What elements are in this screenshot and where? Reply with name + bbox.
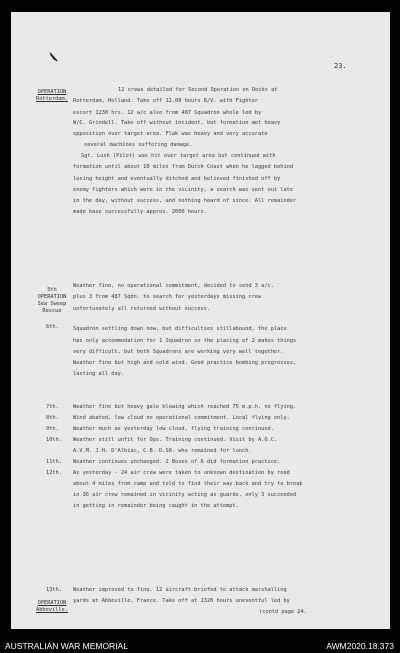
text-line: escort 1230 hrs. 12 a/c also from 487 Squadron whole led by <box>73 110 262 116</box>
entry-date: 7th. <box>46 404 59 410</box>
text-line: Weather much as yesterday low cloud, flying training continued. <box>73 426 274 432</box>
text-line: Weather still unfit for Ops. Training continued. Visit by A.O.C. <box>73 437 278 443</box>
text-line: unfortunately all returned without success. <box>73 306 211 312</box>
heading-sea-sweep-rescue: 5th OPERATION Sea Sweep Rescue <box>37 287 67 314</box>
text-line: several machines suffering damage. <box>84 142 193 148</box>
entry-date: 13th. <box>46 587 62 593</box>
text-line: Weather continues unchanged. 2 Boxes of 6 did formation practice. <box>73 459 281 465</box>
text-line: Sgt. Lush (Pilot) was hit over target area but continued with <box>81 153 276 159</box>
document-page <box>11 12 390 629</box>
text-line: has only accommodation for 1 Squadron so the placing of 2 makes things <box>73 338 297 344</box>
text-line: formation until about 10 miles from Dutch Coast when he lagged behind <box>73 164 294 170</box>
text-line: Weather fine, no operational commitment, decided to send 3 a/c. <box>73 283 274 289</box>
text-line: losing height and eventually ditched and believed finished off by <box>73 176 281 182</box>
text-line: in getting in remainder being caught in the attempt. <box>73 503 239 509</box>
text-line: Rotterdam, Holland. Take off 12.00 hours R/V. with Fighter <box>73 98 258 104</box>
entry-date: 12th. <box>46 470 62 476</box>
heading-operation-abbeville: OPERATION Abbeville. <box>36 600 68 613</box>
pen-mark-icon <box>49 52 58 63</box>
text-line: As yesterday - 24 air crew were taken to unknown destination by road <box>73 470 290 476</box>
text-line: enemy fighters which were in the vicinity, a search was sent out late <box>73 187 294 193</box>
text-line: in 36 air crew remained in vicinity acting as guards, only 3 succeeded <box>73 492 297 498</box>
text-line: Weather improved to fine. 12 aircraft briefed to attack marshalling <box>73 587 287 593</box>
text-line: Wind abated, low cloud no operational commitment. Local flying only. <box>73 415 290 421</box>
text-line: Weather fine but high and cold wind. Good practice bombing progresses, <box>73 360 297 366</box>
text-line: very difficult, but both Squadrons are working very well together. <box>73 349 284 355</box>
page-number: 23. <box>334 62 347 70</box>
text-line: W/C. Grindell. Take off without incident, but formation met heavy <box>73 120 281 126</box>
entry-date: 11th. <box>46 459 62 465</box>
heading-operation-rotterdam: OPERATION Rotterdam. <box>36 89 68 102</box>
text-line: 12 crews detailed for Second Operation on Docks at <box>118 87 278 93</box>
text-line: in the day, without success, and nothing heard of since. All remainder <box>73 198 297 204</box>
footer-bar <box>0 629 400 653</box>
text-line: (contd page 24. <box>259 609 307 615</box>
footer-archive-name: AUSTRALIAN WAR MEMORIAL <box>5 641 128 651</box>
text-line: plus 3 from 487 Sqdn. to search for yesterdays missing crew <box>73 294 262 300</box>
text-line: made base successfully approx. 2000 hours. <box>73 209 207 215</box>
text-line: A.V.M. J.H. D'Albiac, C.B. D.S0. who remained for lunch. <box>73 448 252 454</box>
text-line: yards at Abbeville, France. Take off at 1320 hours uneventful led by <box>73 598 290 604</box>
entry-date: 10th. <box>46 437 62 443</box>
text-line: about 4 miles from camp and told to find their way back and try to break <box>73 481 303 487</box>
text-line: opposition over target area. Flak was heavy and very accurate <box>73 131 268 137</box>
text-line: lasting all day. <box>73 371 125 377</box>
text-line: Squadron settling down now, but difficulties stillabound, the place <box>73 326 287 332</box>
footer-reference-number: AWM2020.18.373 <box>326 641 394 651</box>
entry-date: 8th. <box>46 415 59 421</box>
text-line: Weather fine but heavy gale blowing which reached 75 m.p.h. no flying. <box>73 404 297 410</box>
entry-date: 6th. <box>46 324 59 330</box>
entry-date: 9th. <box>46 426 59 432</box>
